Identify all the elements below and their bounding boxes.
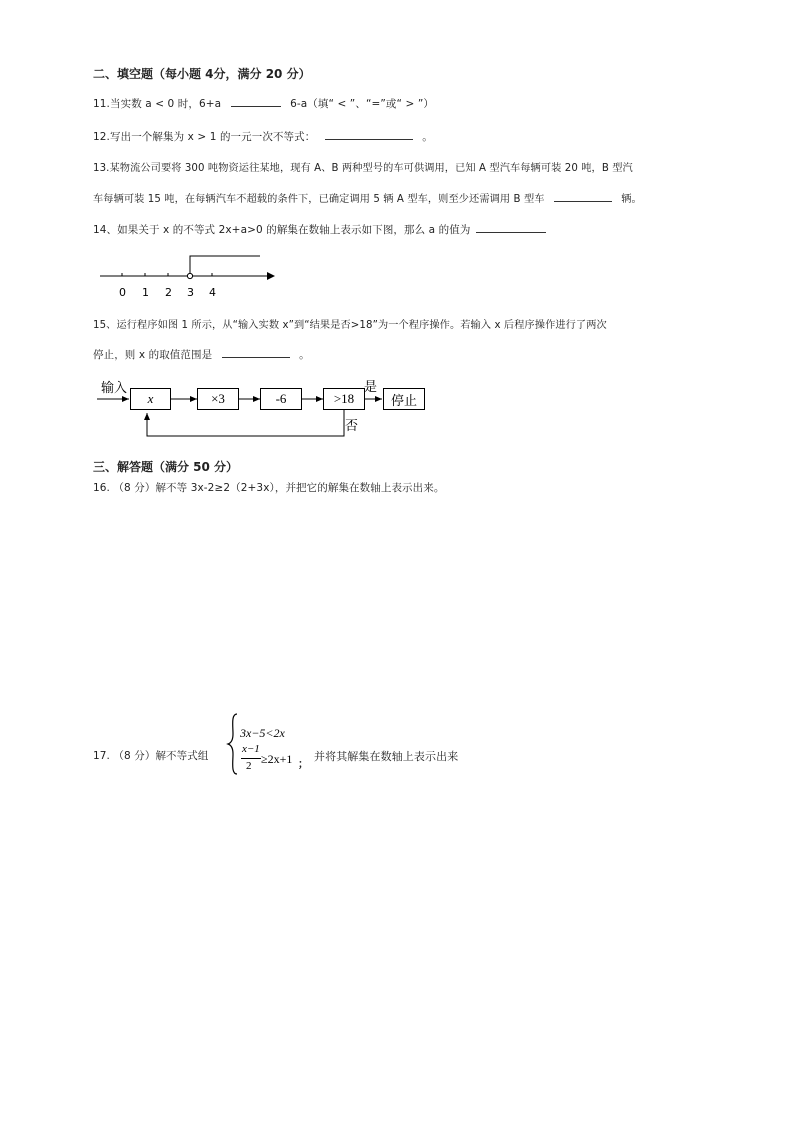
flow-box-multiply: ×3 bbox=[197, 388, 239, 410]
question-12 bbox=[93, 129, 433, 144]
number-line-arrow bbox=[267, 272, 275, 280]
question-17-suffix: 并将其解集在数轴上表示出来 bbox=[314, 750, 459, 763]
ineq2-numerator: x−1 bbox=[242, 743, 260, 755]
q14-text: 14、如果关于 x 的不等式 2x+a>0 的解集在数轴上表示如下图，那么 a 的值为 bbox=[93, 224, 471, 236]
tick-label-3: 3 bbox=[187, 286, 194, 299]
flow-input-label: 输入 bbox=[101, 381, 128, 396]
q15-tail: 。 bbox=[299, 349, 310, 361]
tick-label-1: 1 bbox=[142, 286, 149, 299]
arrow-no-loop bbox=[147, 410, 344, 436]
question-14 bbox=[93, 222, 546, 237]
question-16: 16. （8 分）解不等 3x-2≥2（2+3x），并把它的解集在数轴上表示出来。 bbox=[93, 482, 445, 494]
tick-label-4: 4 bbox=[209, 286, 216, 299]
q14-answer-blank[interactable] bbox=[476, 222, 546, 233]
q12-tail: 。 bbox=[422, 131, 433, 143]
q11-answer-blank[interactable] bbox=[231, 96, 281, 107]
q15-flowchart-lines bbox=[95, 375, 435, 445]
system-brace bbox=[226, 712, 240, 776]
ineq2-fraction-bar bbox=[241, 758, 261, 759]
flow-box-stop: 停止 bbox=[383, 388, 425, 410]
tick-label-0: 0 bbox=[119, 286, 126, 299]
q15-answer-blank[interactable] bbox=[222, 347, 290, 358]
question-15-line1: 15、运行程序如图 1 所示，从“输入实数 x”到“结果是否>18”为一个程序操作。若输入 x 后程序操作进行了两次 bbox=[93, 320, 607, 331]
flow-yes-label: 是 bbox=[364, 380, 378, 395]
q12-text: 12.写出一个解集为 x > 1 的一元一次不等式： bbox=[93, 131, 316, 143]
system-inequality-1: 3x−5<2x bbox=[240, 726, 285, 740]
solution-ray bbox=[190, 256, 260, 274]
flow-box-compare: >18 bbox=[323, 388, 365, 410]
q11-tail: 6-a（填“ < ”、“=”或“ > ”） bbox=[290, 98, 434, 110]
flow-no-label: 否 bbox=[345, 419, 359, 434]
q13-line2-text: 车每辆可装 15 吨，在每辆汽车不超载的条件下，已确定调用 5 辆 A 型车，则至少还需调用 B 型车 bbox=[93, 194, 545, 205]
section-title-solve: 三、解答题（满分 50 分） bbox=[93, 460, 239, 474]
tick-label-2: 2 bbox=[165, 286, 172, 299]
question-15-line2 bbox=[93, 347, 310, 362]
question-13-line2 bbox=[93, 190, 642, 205]
section-title-fill-blank: 二、填空题（每小题 4分，满分 20 分） bbox=[93, 67, 311, 81]
q14-number-line bbox=[95, 250, 285, 286]
ineq2-denominator: 2 bbox=[246, 760, 252, 772]
question-11 bbox=[93, 96, 434, 111]
q11-text: 11.当实数 a < 0 时，6+a bbox=[93, 98, 222, 110]
open-point bbox=[187, 273, 192, 278]
q13-tail: 辆。 bbox=[621, 194, 642, 205]
flow-box-x: x bbox=[130, 388, 171, 410]
ineq2-right-side: ≥2x+1 bbox=[261, 752, 293, 766]
q13-answer-blank[interactable] bbox=[554, 191, 612, 202]
q15-line2-text: 停止，则 x 的取值范围是 bbox=[93, 349, 213, 361]
question-13-line1: 13.某物流公司要将 300 吨物资运往某地，现有 A、B 两种型号的车可供调用，已知 A 型汽车每辆可装 20 吨，B 型汽 bbox=[93, 163, 633, 174]
flow-box-subtract: -6 bbox=[260, 388, 302, 410]
q17-semicolon: ； bbox=[298, 758, 309, 770]
question-17-prefix: 17. （8 分）解不等式组 bbox=[93, 750, 209, 762]
q12-answer-blank[interactable] bbox=[325, 129, 413, 140]
